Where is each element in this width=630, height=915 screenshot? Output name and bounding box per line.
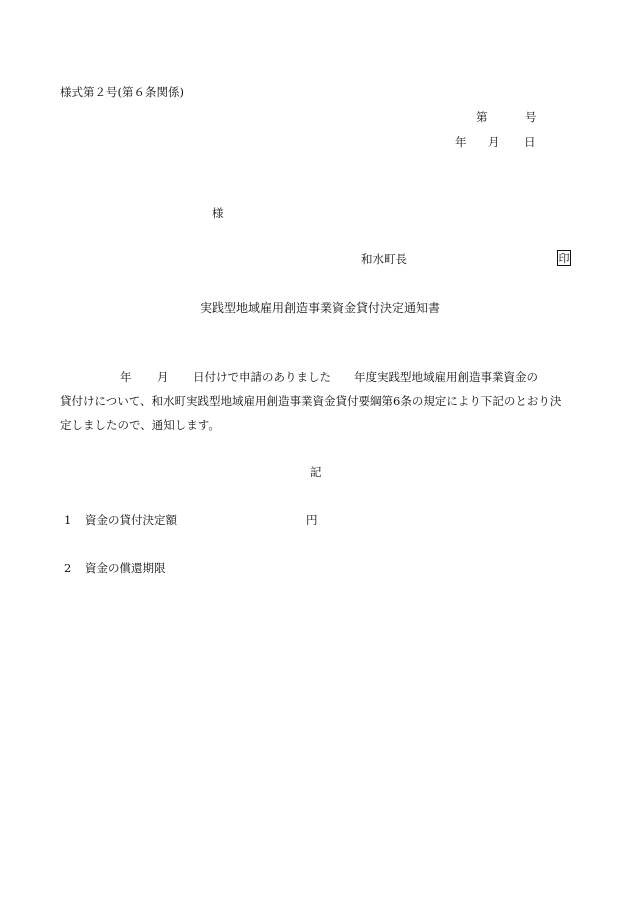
body-fiscal-year-text: 年度実践型地域雇用創造事業資金の: [354, 370, 538, 384]
body-text-line-2: 貸付けについて、和水町実践型地域雇用創造事業資金貸付要綱第6条の規定により下記のとおり決: [60, 394, 562, 408]
date-day-label: 日: [524, 135, 536, 149]
sender-name: 和水町長: [361, 252, 407, 266]
date-year-label: 年: [455, 135, 467, 149]
body-text-line-3: 定しましたので、通知します。: [60, 418, 220, 432]
item-number: 2: [64, 561, 72, 575]
recipient-honorific: 様: [212, 206, 224, 220]
document-title: 実践型地域雇用創造事業資金貸付決定通知書: [200, 301, 441, 315]
ki-heading: 記: [310, 465, 322, 479]
item-label-loan-amount: 資金の貸付決定額: [85, 513, 177, 527]
item-number: 1: [64, 513, 72, 527]
seal-stamp-icon: 印: [558, 251, 570, 265]
body-date-suffix: 日付けで申請のありました: [193, 370, 331, 384]
body-date-month: 月: [157, 370, 169, 384]
date-month-label: 月: [488, 135, 500, 149]
item-label-repayment-deadline: 資金の償還期限: [85, 561, 166, 575]
form-number-label: 様式第２号(第６条関係): [60, 85, 184, 99]
document-number-prefix: 第: [476, 110, 488, 124]
item-unit-yen: 円: [306, 513, 318, 527]
body-date-year: 年: [120, 370, 132, 384]
document-number-suffix: 号: [525, 110, 537, 124]
